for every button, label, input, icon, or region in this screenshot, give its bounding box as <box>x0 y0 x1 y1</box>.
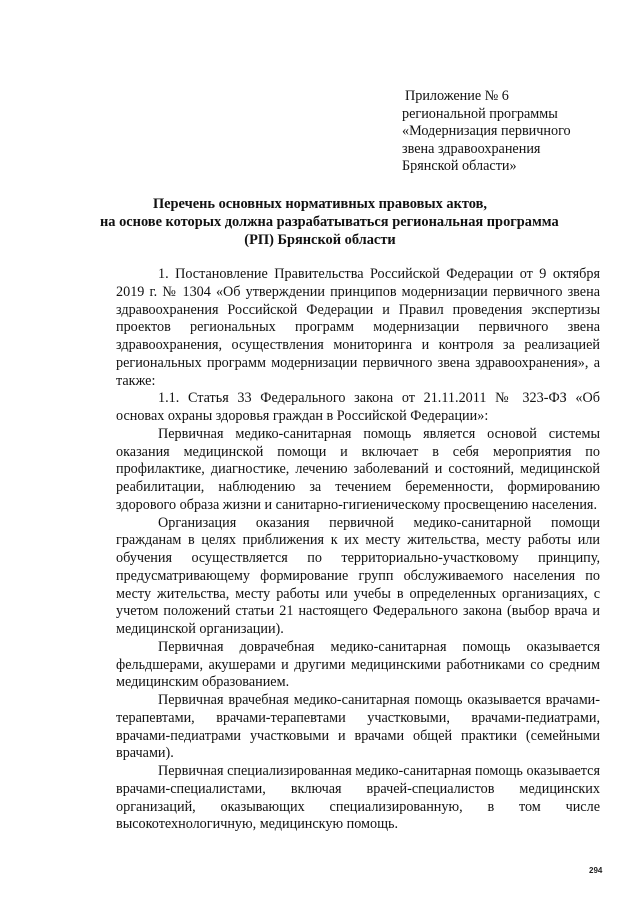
paragraph: 1.1. Статья 33 Федерального закона от 21.11.2011 № 323-ФЗ «Об основах охраны здоровья граждан в Российской Федерации»: <box>116 390 600 424</box>
paragraph: Первичная доврачебная медико-санитарная помощь оказывается фельдшерами, акушерами и другими медицинскими работниками со средним медицинским образованием. <box>116 638 600 691</box>
appendix-line: «Модернизация первичного <box>402 123 571 140</box>
appendix-line: региональной программы <box>402 105 558 122</box>
appendix-header <box>402 88 602 176</box>
paragraph: Первичная специализированная медико-санитарная помощь оказывается врачами-специалистами, включая врачей-специалистов медицинских организаций, оказывающих специализированную, в том числе высокотехнологичную, медицинскую помощь. <box>116 763 600 833</box>
appendix-line: Приложение № 6 <box>405 88 509 104</box>
title-line: (РП) Брянской области <box>244 231 396 248</box>
paragraph: Первичная врачебная медико-санитарная помощь оказывается врачами-терапевтами, врачами-терапевтами участковыми, врачами-педиатрами, врачами-педиатрами участковыми и врачами общей практики (семейными врачами). <box>116 692 600 762</box>
paragraph: Организация оказания первичной медико-санитарной помощи гражданам в целях приближения к их месту жительства, месту работы или обучения осуществляется по территориально-участковому принципу, предусматривающему формирование групп обслуживаемого населения по месту жительства, месту работы или учебы в определенных организациях, с учетом положений статьи 21 настоящего Федерального закона (выбор врача и медицинской организации). <box>116 514 600 637</box>
paragraph: 1. Постановление Правительства Российской Федерации от 9 октября 2019 г. № 1304 «Об утверждении принципов модернизации первичного звена здравоохранения Российской Федерации и Правил проведения экспертизы проектов региональных программ модернизации первичного звена здравоохранения, осуществления мониторинга и контроля за реализацией региональных программ модернизации первичного звена здравоохранения», а также: <box>116 266 600 389</box>
title-line: Перечень основных нормативных правовых актов, <box>152 196 488 212</box>
appendix-line: Брянской области» <box>402 158 517 175</box>
paragraph: Первичная медико-санитарная помощь является основой системы оказания медицинской помощи и включает в себя мероприятия по профилактике, диагностике, лечению заболеваний и состояний, медицинской реабилитации, наблюдению за течением беременности, формированию здорового образа жизни и санитарно-гигиеническому просвещению населения. <box>116 425 600 513</box>
appendix-line: звена здравоохранения <box>402 140 541 157</box>
document-title <box>100 196 559 249</box>
title-line: на основе которых должна разрабатываться региональная программа <box>100 213 559 230</box>
page-number: 294 <box>589 866 603 875</box>
document-body <box>116 266 600 834</box>
